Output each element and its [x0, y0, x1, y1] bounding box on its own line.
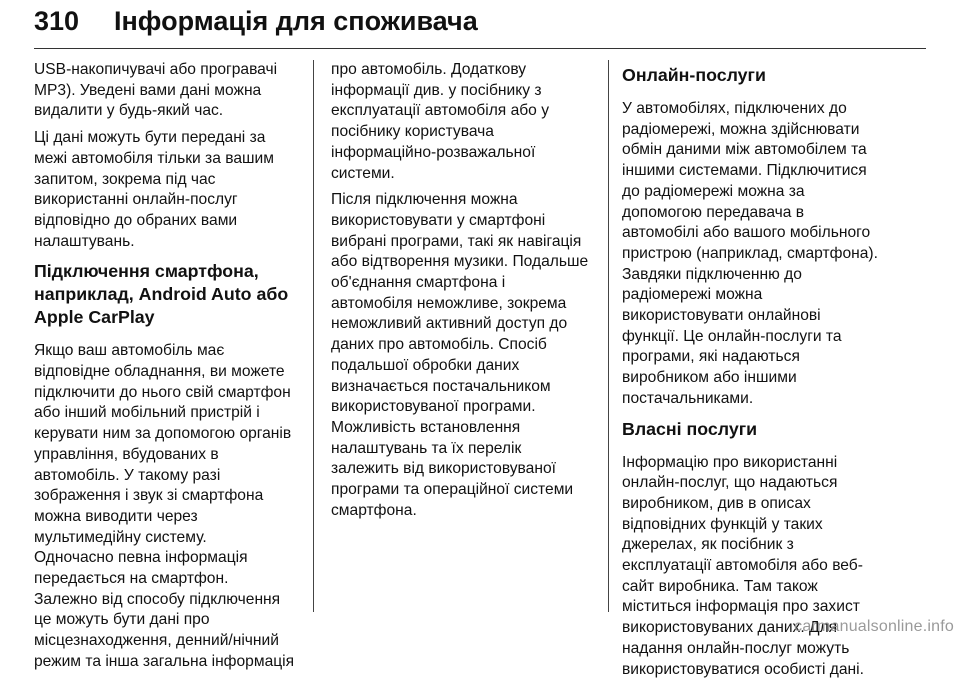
column-divider	[608, 60, 609, 612]
page-number: 310	[34, 6, 80, 36]
column-3	[622, 60, 916, 686]
paragraph: про автомобіль. Додаткову інформації див. у посібнику з експлуатації автомобіля або у посібнику користувача інформаційно-розважальної системи.	[331, 61, 549, 182]
paragraph: Ці дані можуть бути передані за межі автомобіля тільки за вашим запитом, зокрема під час використанні онлайн-послуг відповідно до обраних вами налаштувань.	[34, 129, 274, 250]
paragraph: Після підключення можна використовувати у смартфоні вибрані програми, такі як навігація або відтворення музики. Подальше об'єднання смартфона і автомобіля неможливе, зокрема неможливий активний доступ до даних про автомобіль. Спосіб подальшої обробки даних визначається постачальником використовуваної програми. Можливість встановлення налаштувань та їх перелік залежить від використовуваної програми та операційної системи смартфона.	[331, 191, 589, 519]
page-header	[34, 2, 926, 49]
watermark: carmanualsonline.info	[794, 618, 954, 635]
section-heading-smartphone: Підключення смартфона, наприклад, Android Auto або Apple CarPlay	[34, 261, 289, 328]
paragraph: USB-накопичувачі або програвачі MP3). Уведені вами дані можна видалити у будь-який час.	[34, 61, 278, 120]
column-1	[34, 60, 306, 679]
paragraph: Інформацію про використанні онлайн-послуг, що надаються виробником, див в описах відповідних функцій у таких джерелах, як посібник з експлуатації автомобіля або веб- сайт виробника. Там також міститься інформація про захист використовуваних даних. Для надання онлайн-послуг можуть використовуватися особисті дані.	[622, 453, 864, 678]
section-heading-own-services: Власні послуги	[622, 418, 758, 439]
column-2	[331, 60, 603, 527]
page-title: Інформація для споживача	[114, 6, 478, 36]
paragraph: Якщо ваш автомобіль має відповідне обладнання, ви можете підключити до нього свій смартфон або інший мобільний пристрій і керувати ним за допомогою органів управління, вбудованих в автомобіль. У такому разі зображення і звук зі смартфона можна виводити через мультимедійну систему. Одночасно певна інформація передається на смартфон. Залежно від способу підключення це можуть бути дані про місцезнаходження, денний/нічний режим та інша загальна інформація	[34, 342, 295, 670]
section-heading-online-services: Онлайн-послуги	[622, 65, 766, 85]
paragraph: У автомобілях, підключених до радіомережі, можна здійснювати обмін даними між автомобілем та іншими системами. Підключитися до радіомережі можна за допомогою передавача в автомобілі або вашого мобільного пристрою (наприклад, смартфона). Завдяки підключенню до радіомережі можна використовувати онлайнові функції. Це онлайн-послуги та програми, які надаються виробником або іншими постачальниками.	[622, 100, 878, 407]
column-divider	[313, 60, 314, 612]
